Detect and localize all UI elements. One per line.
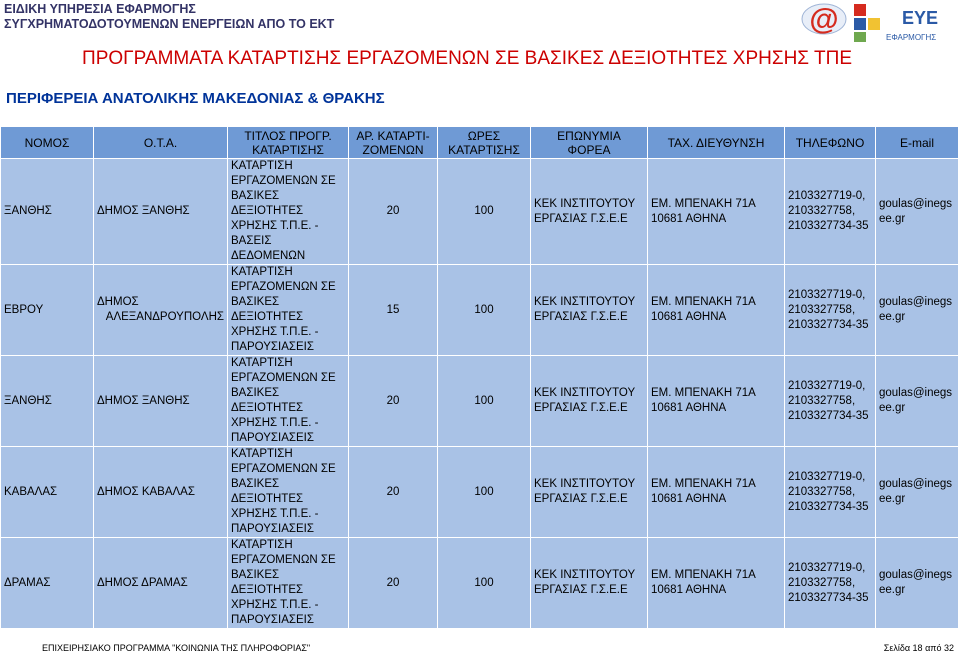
cell-trainees: 15 (349, 265, 438, 356)
svg-text:@: @ (809, 3, 839, 36)
cell-hours: 100 (438, 356, 531, 447)
table-row (1, 265, 959, 356)
cell-address: ΕΜ. ΜΠΕΝΑΚΗ 71Α 10681 ΑΘΗΝΑ (648, 356, 785, 447)
cell-ota: ΔΗΜΟΣ ΞΑΝΘΗΣ (94, 159, 228, 265)
header-phone: ΤΗΛΕΦΩΝΟ (785, 127, 876, 159)
footer-page-number: Σελίδα 18 από 32 (883, 643, 954, 653)
footer-program-name: ΕΠΙΧΕΙΡΗΣΙΑΚΟ ΠΡΟΓΡΑΜΜΑ "ΚΟΙΝΩΝΙΑ ΤΗΣ ΠΛΗΡΟΦΟΡΙΑΣ" (42, 643, 311, 653)
header-email: E-mail (876, 127, 959, 159)
cell-trainees: 20 (349, 447, 438, 538)
cell-provider: ΚΕΚ ΙΝΣΤΙΤΟΥΤΟΥ ΕΡΓΑΣΙΑΣ Γ.Σ.Ε.Ε (531, 447, 648, 538)
header-program-title: ΤΙΤΛΟΣ ΠΡΟΓΡ. ΚΑΤΑΡΤΙΣΗΣ (228, 127, 349, 159)
cell-email[interactable]: goulas@inegs ee.gr (876, 265, 959, 356)
cell-phone: 2103327719-0, 2103327758, 2103327734-35 (785, 356, 876, 447)
agency-line-1: ΕΙΔΙΚΗ ΥΠΗΡΕΣΙΑ ΕΦΑΡΜΟΓΗΣ (4, 2, 196, 16)
cell-email[interactable]: goulas@inegs ee.gr (876, 538, 959, 629)
cell-ota: ΔΗΜΟΣ ΚΑΒΑΛΑΣ (94, 447, 228, 538)
cell-phone: 2103327719-0, 2103327758, 2103327734-35 (785, 159, 876, 265)
cell-email[interactable]: goulas@inegs ee.gr (876, 447, 959, 538)
region-title: ΠΕΡΙΦΕΡΕΙΑ ΑΝΑΤΟΛΙΚΗΣ ΜΑΚΕΔΟΝΙΑΣ & ΘΡΑΚΗΣ (6, 90, 385, 107)
cell-hours: 100 (438, 159, 531, 265)
table-row (1, 159, 959, 265)
cell-address: ΕΜ. ΜΠΕΝΑΚΗ 71Α 10681 ΑΘΗΝΑ (648, 265, 785, 356)
eye-logo (852, 2, 958, 44)
cell-program-title: ΚΑΤΑΡΤΙΣΗ ΕΡΓΑΖΟΜΕΝΩΝ ΣΕ ΒΑΣΙΚΕΣ ΔΕΞΙΟΤΗΤΕΣ ΧΡΗΣΗΣ Τ.Π.Ε. - ΠΑΡΟΥΣΙΑΣΕΙΣ (228, 447, 349, 538)
cell-address: ΕΜ. ΜΠΕΝΑΚΗ 71Α 10681 ΑΘΗΝΑ (648, 159, 785, 265)
header-address: ΤΑΧ. ΔΙΕΥΘΥΝΣΗ (648, 127, 785, 159)
table-row (1, 356, 959, 447)
cell-hours: 100 (438, 265, 531, 356)
cell-trainees: 20 (349, 159, 438, 265)
cell-provider: ΚΕΚ ΙΝΣΤΙΤΟΥΤΟΥ ΕΡΓΑΣΙΑΣ Γ.Σ.Ε.Ε (531, 265, 648, 356)
header-provider: ΕΠΩΝΥΜΙΑ ΦΟΡΕΑ (531, 127, 648, 159)
cell-program-title: ΚΑΤΑΡΤΙΣΗ ΕΡΓΑΖΟΜΕΝΩΝ ΣΕ ΒΑΣΙΚΕΣ ΔΕΞΙΟΤΗΤΕΣ ΧΡΗΣΗΣ Τ.Π.Ε. - ΠΑΡΟΥΣΙΑΣΕΙΣ (228, 356, 349, 447)
cell-phone: 2103327719-0, 2103327758, 2103327734-35 (785, 265, 876, 356)
cell-email[interactable]: goulas@inegs ee.gr (876, 159, 959, 265)
programs-table (0, 126, 959, 629)
cell-trainees: 20 (349, 356, 438, 447)
cell-phone: 2103327719-0, 2103327758, 2103327734-35 (785, 538, 876, 629)
eye-logo-subtext: ΕΦΑΡΜΟΓΗΣ (886, 33, 937, 42)
cell-program-title: ΚΑΤΑΡΤΙΣΗ ΕΡΓΑΖΟΜΕΝΩΝ ΣΕ ΒΑΣΙΚΕΣ ΔΕΞΙΟΤΗΤΕΣ ΧΡΗΣΗΣ Τ.Π.Ε. - ΒΑΣΕΙΣ ΔΕΔΟΜΕΝΩΝ (228, 159, 349, 265)
header-ota: Ο.Τ.Α. (94, 127, 228, 159)
cell-provider: ΚΕΚ ΙΝΣΤΙΤΟΥΤΟΥ ΕΡΓΑΣΙΑΣ Γ.Σ.Ε.Ε (531, 356, 648, 447)
header-trainees: ΑΡ. ΚΑΤΑΡΤΙ- ΖΟΜΕΝΩΝ (349, 127, 438, 159)
cell-provider: ΚΕΚ ΙΝΣΤΙΤΟΥΤΟΥ ΕΡΓΑΣΙΑΣ Γ.Σ.Ε.Ε (531, 159, 648, 265)
cell-ota: ΔΗΜΟΣ ΑΛΕΞΑΝΔΡΟΥΠΟΛΗΣ (94, 265, 228, 356)
cell-address: ΕΜ. ΜΠΕΝΑΚΗ 71Α 10681 ΑΘΗΝΑ (648, 447, 785, 538)
information-society-logo (800, 2, 848, 36)
cell-email[interactable]: goulas@inegs ee.gr (876, 356, 959, 447)
page-title: ΠΡΟΓΡΑΜΜΑΤΑ ΚΑΤΑΡΤΙΣΗΣ ΕΡΓΑΖΟΜΕΝΩΝ ΣΕ ΒΑΣΙΚΕΣ ΔΕΞΙΟΤΗΤΕΣ ΧΡΗΣΗΣ ΤΠΕ (82, 48, 852, 69)
cell-hours: 100 (438, 447, 531, 538)
table-row (1, 447, 959, 538)
cell-nomos: ΞΑΝΘΗΣ (1, 159, 94, 265)
agency-line-2: ΣΥΓΧΡΗΜΑΤΟΔΟΤΟΥΜΕΝΩΝ ΕΝΕΡΓΕΙΩΝ ΑΠΟ ΤΟ ΕΚΤ (4, 17, 335, 31)
cell-hours: 100 (438, 538, 531, 629)
eye-logo-text: ΕΥΕ (902, 8, 939, 28)
cell-program-title: ΚΑΤΑΡΤΙΣΗ ΕΡΓΑΖΟΜΕΝΩΝ ΣΕ ΒΑΣΙΚΕΣ ΔΕΞΙΟΤΗΤΕΣ ΧΡΗΣΗΣ Τ.Π.Ε. - ΠΑΡΟΥΣΙΑΣΕΙΣ (228, 538, 349, 629)
cell-nomos: ΔΡΑΜΑΣ (1, 538, 94, 629)
table-header-row (1, 127, 959, 159)
header-nomos: ΝΟΜΟΣ (1, 127, 94, 159)
cell-phone: 2103327719-0, 2103327758, 2103327734-35 (785, 447, 876, 538)
header-hours: ΩΡΕΣ ΚΑΤΑΡΤΙΣΗΣ (438, 127, 531, 159)
cell-nomos: ΕΒΡΟΥ (1, 265, 94, 356)
cell-provider: ΚΕΚ ΙΝΣΤΙΤΟΥΤΟΥ ΕΡΓΑΣΙΑΣ Γ.Σ.Ε.Ε (531, 538, 648, 629)
cell-program-title: ΚΑΤΑΡΤΙΣΗ ΕΡΓΑΖΟΜΕΝΩΝ ΣΕ ΒΑΣΙΚΕΣ ΔΕΞΙΟΤΗΤΕΣ ΧΡΗΣΗΣ Τ.Π.Ε. - ΠΑΡΟΥΣΙΑΣΕΙΣ (228, 265, 349, 356)
cell-nomos: ΞΑΝΘΗΣ (1, 356, 94, 447)
agency-header (4, 2, 334, 32)
cell-nomos: ΚΑΒΑΛΑΣ (1, 447, 94, 538)
cell-ota: ΔΗΜΟΣ ΔΡΑΜΑΣ (94, 538, 228, 629)
table-row (1, 538, 959, 629)
cell-trainees: 20 (349, 538, 438, 629)
cell-ota: ΔΗΜΟΣ ΞΑΝΘΗΣ (94, 356, 228, 447)
cell-address: ΕΜ. ΜΠΕΝΑΚΗ 71Α 10681 ΑΘΗΝΑ (648, 538, 785, 629)
